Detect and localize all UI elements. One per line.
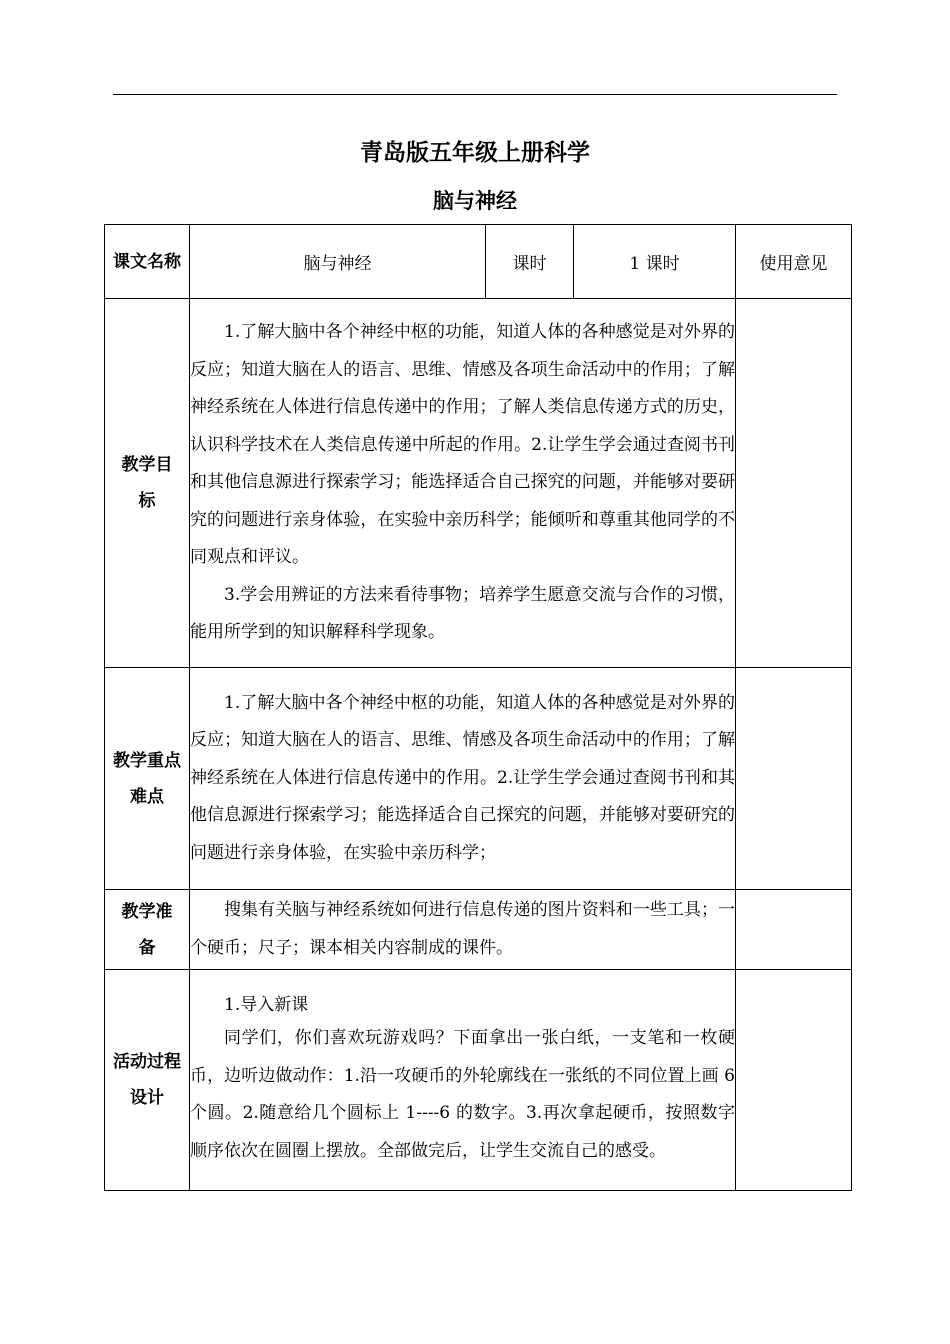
document-title: 青岛版五年级上册科学 <box>360 139 590 166</box>
preparation-feedback-cell <box>736 890 852 970</box>
row-key-points <box>105 668 852 890</box>
row-lesson-name <box>105 225 852 299</box>
row-objectives <box>105 299 852 668</box>
process-paragraph: 同学们，你们喜欢玩游戏吗？下面拿出一张白纸，一支笔和一枚硬币，边听边做动作：1.沿一攻硬币的外轮廓线在一张纸的不同位置上画 6 个圆。2.随意给几个圆标上 1----6 的数字。3.再次拿起硬币，按照数字顺序依次在圆圈上摆放。全部做完后，让学生交流自己的感受。 <box>190 1028 735 1161</box>
key-points-paragraph: 1.了解大脑中各个神经中枢的功能，知道人体的各种感觉是对外界的反应；知道大脑在人的语言、思维、情感及各项生命活动中的作用；了解神经系统在人体进行信息传递中的作用。2.让学生学会通过查阅书刊和其他信息源进行探索学习；能选择适合自己探究的问题，并能够对要研究的问题进行亲身体验，在实验中亲历科学； <box>190 692 735 863</box>
process-content <box>190 970 736 1191</box>
label-lesson-name: 课文名称 <box>105 225 190 299</box>
objectives-content <box>190 299 736 668</box>
process-feedback-cell <box>736 970 852 1191</box>
key-points-content <box>190 668 736 890</box>
label-preparation: 教学准备 <box>105 890 190 970</box>
row-preparation <box>105 890 852 970</box>
preparation-content <box>190 890 736 970</box>
label-feedback: 使用意见 <box>736 225 852 299</box>
lesson-name-value: 脑与神经 <box>190 225 486 299</box>
objectives-paragraph: 1.了解大脑中各个神经中枢的功能，知道人体的各种感觉是对外界的反应；知道大脑在人的语言、思维、情感及各项生命活动中的作用；了解神经系统在人体进行信息传递中的作用；了解人类信息传递方式的历史，认识科学技术在人类信息传递中所起的作用。2.让学生学会通过查阅书刊和其他信息源进行探索学习；能选择适合自己探究的问题，并能够对要研究的问题进行亲身体验，在实验中亲历科学；能倾听和尊重其他同学的不同观点和评议。 <box>190 322 735 568</box>
objectives-paragraph: 3.学会用辨证的方法来看待事物；培养学生愿意交流与合作的习惯，能用所学到的知识解释科学现象。 <box>190 584 735 643</box>
label-process: 活动过程设计 <box>105 970 190 1191</box>
preparation-paragraph: 搜集有关脑与神经系统如何进行信息传递的图片资料和一些工具；一个硬币；尺子；课本相关内容制成的课件。 <box>190 900 735 958</box>
lesson-title: 脑与神经 <box>433 188 517 213</box>
row-process <box>105 970 852 1191</box>
label-objectives: 教学目标 <box>105 299 190 668</box>
objectives-feedback-cell <box>736 299 852 668</box>
header-rule <box>113 94 837 95</box>
process-paragraph: 1.导入新课 <box>224 995 309 1015</box>
label-period: 课时 <box>486 225 574 299</box>
key-points-feedback-cell <box>736 668 852 890</box>
period-value: 1 课时 <box>574 225 736 299</box>
lesson-plan-table <box>104 224 852 1191</box>
label-key-points: 教学重点难点 <box>105 668 190 890</box>
